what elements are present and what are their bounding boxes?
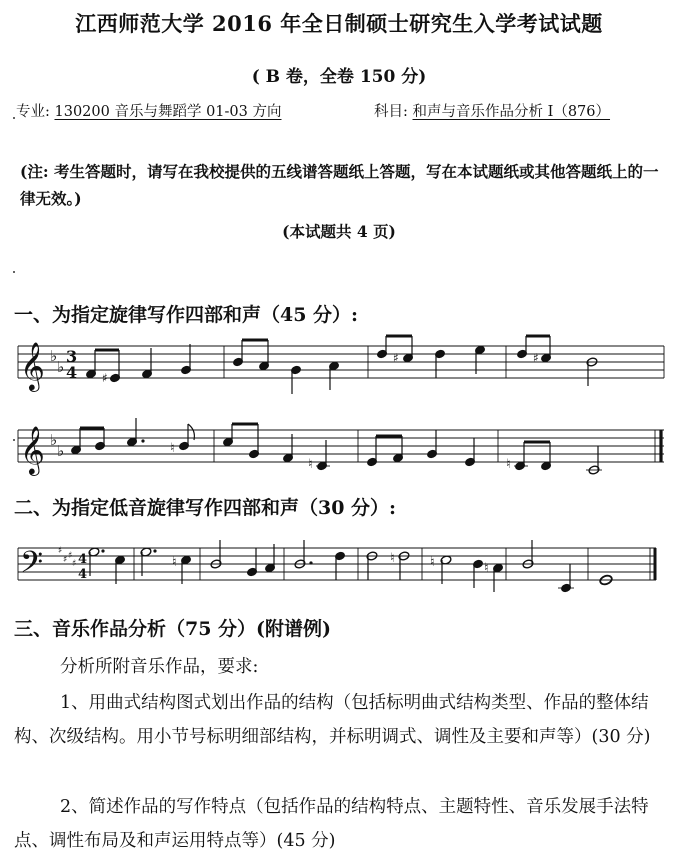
svg-text:♮: ♮ [390,551,395,566]
key-flat-b: ♭ [50,347,58,365]
subject-value: 和声与音乐作品分析 I（876） [412,104,611,120]
subject-label: 科目: [374,104,408,120]
requirement-1: 1、用曲式结构图式划出作品的结构（包括标明曲式结构类型、作品的整体结构、次级结构。用小节号标明细部结构，并标明调式、调性及主要和声等）(30 分) [14,693,651,747]
treble-clef-icon: 𝄞 [20,425,45,474]
time-sig-top: 3 [66,347,78,366]
page-count: (本试题共 4 页) [282,222,396,241]
treble-clef-icon: 𝄞 [20,341,45,390]
key-flat-e: ♭ [57,358,65,376]
exam-title: 江西师范大学 2016 年全日制硕士研究生入学考试试题 [75,11,603,36]
svg-text:♮: ♮ [430,555,435,570]
requirement-2: 2、简述作品的写作特点（包括作品的结构特点、主题特性、音乐发展手法特点、调性布局及和声运用特点等）(45 分) [14,797,649,851]
svg-text:♮: ♮ [484,561,489,576]
key-sharp-4: ♯ [72,559,77,569]
major-label: 专业: [16,104,50,120]
melody-1-notes [86,336,598,394]
time-sig-bottom: 4 [66,363,78,382]
key-sharp-3: ♯ [68,551,73,561]
key-flat-e: ♭ [57,442,65,460]
svg-text:♮: ♮ [170,441,175,456]
key-sharp-2: ♯ [63,555,68,565]
bass-clef-icon: 𝄢 [20,546,44,587]
bass-staff [18,540,656,593]
svg-text:♯: ♯ [533,351,539,365]
svg-text:♮: ♮ [308,457,313,472]
section-three-intro: 分析所附音乐作品，要求: [60,657,259,677]
key-sharp-1: ♯ [58,546,63,556]
section-one-title: 一、为指定旋律写作四部和声（45 分）: [14,304,359,326]
svg-text:♯: ♯ [393,351,399,365]
time-sig-bottom: 4 [78,567,88,582]
svg-text:♮: ♮ [172,555,177,570]
section-two-title: 二、为指定低音旋律写作四部和声（30 分）: [14,497,397,519]
key-flat-b: ♭ [50,431,58,449]
melody-staff-2 [18,418,664,476]
time-sig-top: 4 [78,552,88,567]
exam-note: (注: 考生答题时，请写在我校提供的五线谱答题纸上答题，写在本试题纸或其他答题纸上的一律无效。) [20,162,659,208]
svg-text:♯: ♯ [102,371,108,385]
melody-staff-1 [18,336,664,394]
section-three-title: 三、音乐作品分析（75 分）(附谱例) [14,618,332,640]
melody-2-notes [71,418,602,475]
major-value: 130200 音乐与舞蹈学 01-03 方向 [54,104,282,120]
svg-text:♮: ♮ [506,457,511,472]
exam-subtitle: ( B 卷，全卷 150 分) [251,67,427,87]
